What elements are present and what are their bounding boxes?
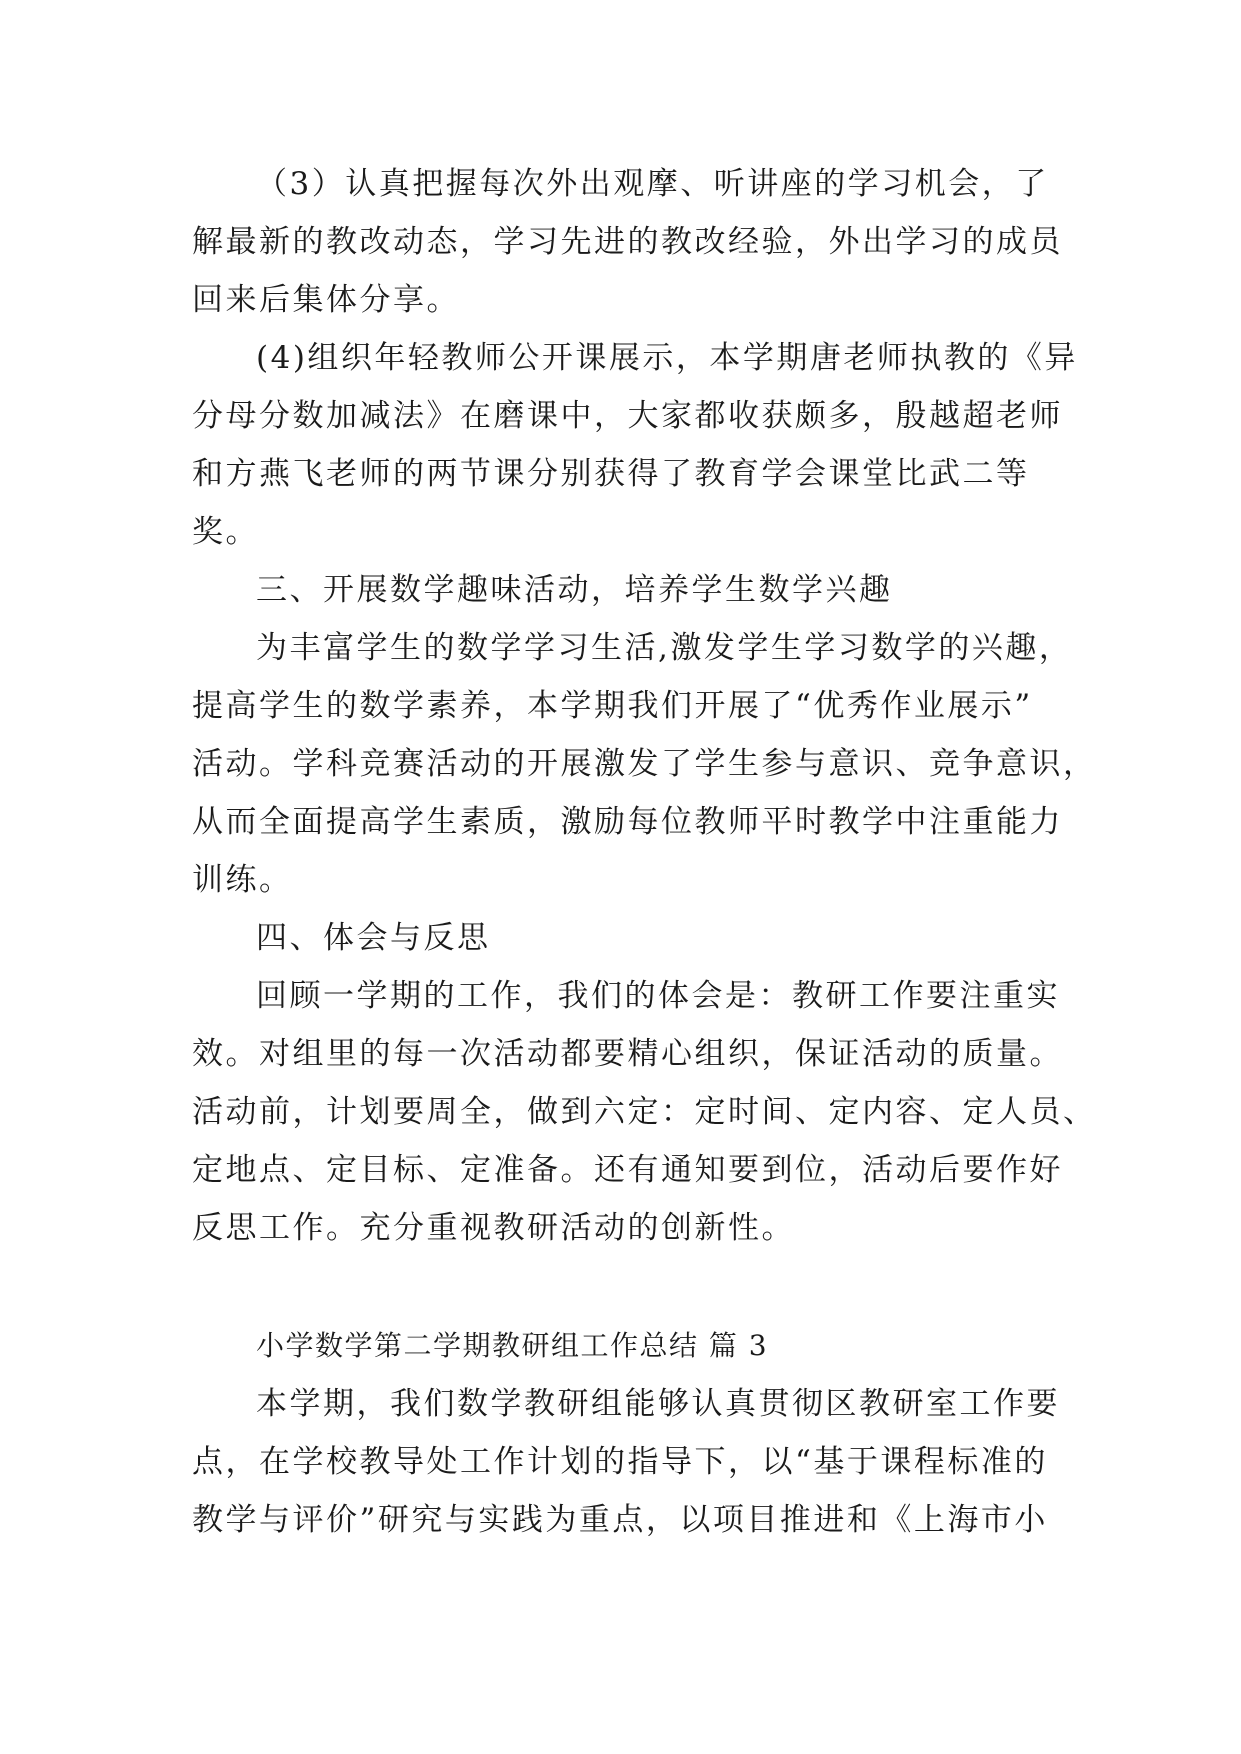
text-line: 教学与评价”研究与实践为重点，以项目推进和《上海市小 <box>192 1502 1048 1538</box>
text-line: (4)组织年轻教师公开课展示，本学期唐老师执教的《异 <box>256 340 1078 376</box>
text-line: （3）认真把握每次外出观摩、听讲座的学习机会，了 <box>256 166 1049 202</box>
section-heading: 三、开展数学趣味活动，培养学生数学兴趣 <box>256 572 893 608</box>
text-line: 活动。学科竞赛活动的开展激发了学生参与意识、竞争意识， <box>192 746 1097 782</box>
text-line: 解最新的教改动态，学习先进的教改经验，外出学习的成员 <box>192 224 1063 260</box>
text-line: 训练。 <box>192 862 293 898</box>
text-line: 活动前，计划要周全，做到六定：定时间、定内容、定人员、 <box>192 1094 1097 1130</box>
text-line: 为丰富学生的数学学习生活,激发学生学习数学的兴趣， <box>256 630 1073 666</box>
text-line: 本学期，我们数学教研组能够认真贯彻区教研室工作要 <box>256 1386 1060 1422</box>
text-line: 效。对组里的每一次活动都要精心组织，保证活动的质量。 <box>192 1036 1063 1072</box>
text-line: 回来后集体分享。 <box>192 282 460 318</box>
text-line: 点，在学校教导处工作计划的指导下，以“基于课程标准的 <box>192 1444 1048 1480</box>
text-line: 提高学生的数学素养，本学期我们开展了“优秀作业展示” <box>192 688 1033 724</box>
text-line: 定地点、定目标、定准备。还有通知要到位，活动后要作好 <box>192 1152 1063 1188</box>
section-heading: 四、体会与反思 <box>256 920 491 956</box>
text-line: 奖。 <box>192 514 259 550</box>
text-line: 分母分数加减法》在磨课中，大家都收获颇多，殷越超老师 <box>192 398 1063 434</box>
text-line: 回顾一学期的工作，我们的体会是：教研工作要注重实 <box>256 978 1060 1014</box>
text-line: 和方燕飞老师的两节课分别获得了教育学会课堂比武二等 <box>192 456 1030 492</box>
article-title: 小学数学第二学期教研组工作总结 篇 3 <box>256 1329 769 1362</box>
text-line: 反思工作。充分重视教研活动的创新性。 <box>192 1210 795 1246</box>
text-line: 从而全面提高学生素质，激励每位教师平时教学中注重能力 <box>192 804 1063 840</box>
